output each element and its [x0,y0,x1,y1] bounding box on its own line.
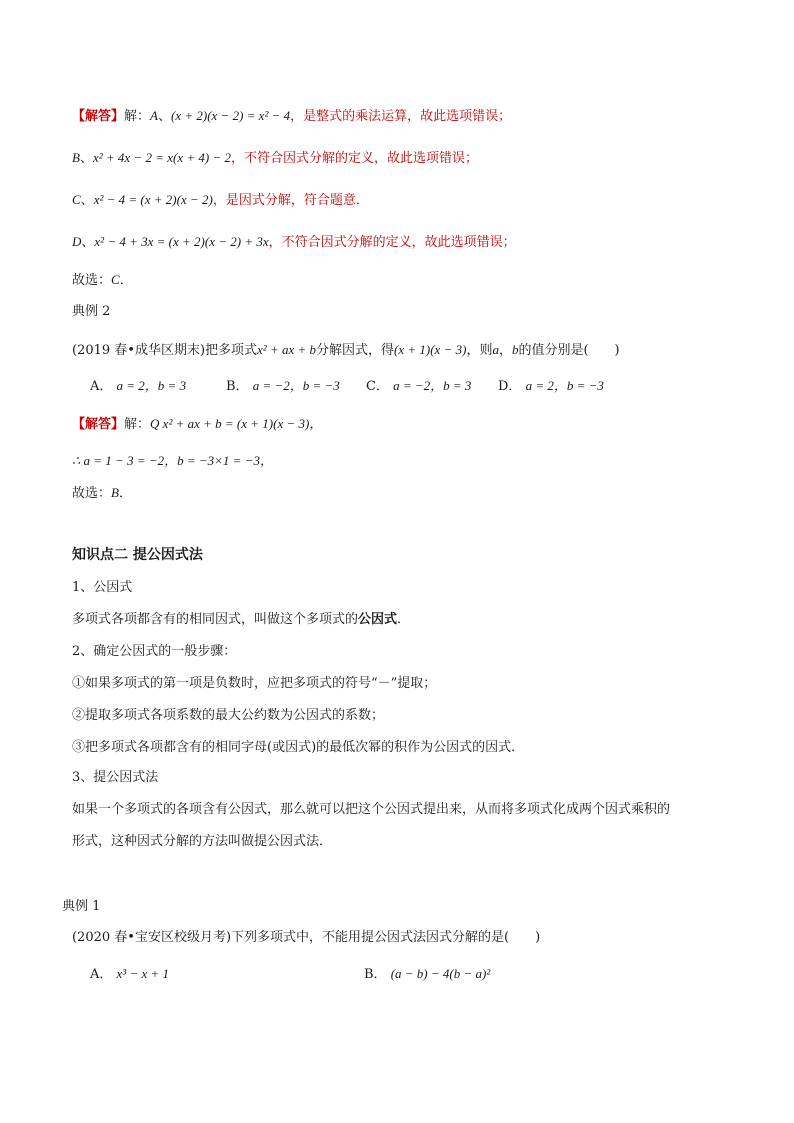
subsection-title-2: 2、确定公因式的一般步骤： [72,644,237,659]
example-question [72,340,620,361]
option-label-a: A [150,108,158,123]
step-2: ②提取多项式各项系数的最大公约数为公因式的系数； [72,708,385,723]
choice-prefix: 故选： [72,486,112,501]
option-label: B． [226,379,249,394]
math-expression: (x + 1)(x − 3) [394,342,467,357]
option-label: C． [366,379,389,394]
option-a [90,964,169,985]
answer-text: ，是因式分解，符合题意． [212,193,369,208]
answer-line-b [72,148,478,169]
separator: 、 [157,109,171,124]
definition-body: 多项式各项都含有的相同因式，叫做这个多项式的 [72,612,359,627]
option-a [90,376,186,397]
option-math: x³ − x + 1 [116,966,170,981]
option-label-d: D [72,234,82,249]
answer-line-d [72,232,516,253]
option-math: a = 2，b = 3 [116,378,187,393]
answer-line-c [72,190,369,211]
separator: ， [498,343,512,358]
definition-end: ． [397,612,411,627]
section-heading: 知识点二 提公因式法 [72,547,203,563]
choice-value: B [111,485,119,500]
option-label: A． [90,379,113,394]
answer-jie: 解： [124,417,151,432]
option-b [364,964,490,985]
variable-b: b [511,342,519,357]
variable-a: a [492,342,499,357]
option-b [226,376,340,397]
example2-choice [72,483,132,504]
option-math: (a − b) − 4(b − a)² [390,966,491,981]
example-question: (2020 春•宝安区校级月考)下列多项式中，不能用提公因式法因式分解的是( ) [72,930,541,945]
math-expression: Q x² + ax + b = (x + 1)(x − 3)， [150,416,323,431]
math-expression: ∴ a = 1 − 3 = −2，b = −3×1 = −3， [72,453,273,468]
step-3: ③把多项式各项都含有的相同字母(或因式)的最低次幂的积作为公因式的因式． [72,740,525,755]
option-d [498,376,604,397]
example2-answer-line1 [72,414,322,435]
separator: 、 [80,193,94,208]
definition-term: 公因式 [358,612,398,627]
example-title: 典例 2 [72,304,111,319]
choice-prefix: 故选： [72,273,112,288]
option-c [366,376,471,397]
choice-end: ． [119,273,133,288]
subsection-title-3: 3、提公因式法 [72,770,159,785]
answer-line-a [72,106,511,127]
math-expression: x² + 4x − 2 = x(x + 4) − 2 [92,150,231,165]
question-end: 的值分别是( ) [518,343,620,358]
option-label-c: C [72,192,81,207]
option-label: D． [498,379,522,394]
option-math: a = 2，b = −3 [525,378,604,393]
option-label: A． [90,967,113,982]
answer-text: ，不符合因式分解的定义，故此选项错误； [230,151,478,166]
definition-text [72,610,410,630]
answer-tag: 【解答】 [72,417,125,432]
math-expression: (x + 2)(x − 2) = x² − 4 [171,108,291,123]
step-1: ①如果多项式的第一项是负数时，应把多项式的符号“－”提取； [72,676,437,691]
choice-value: C [111,272,120,287]
math-expression: x² − 4 = (x + 2)(x − 2) [93,192,213,207]
question-text: ，则 [466,343,493,358]
example-title: 典例 1 [62,899,101,914]
method-text-1: 如果一个多项式的各项含有公因式，那么就可以把这个公因式提出来，从而将多项式化成两个因式乘积的 [72,802,671,817]
separator: 、 [81,235,95,250]
subsection-title-1: 1、公因式 [72,580,133,595]
separator: 、 [79,151,93,166]
question-text: 分解因式，得 [316,343,395,358]
option-math: a = −2，b = −3 [252,378,340,393]
answer-jie: 解： [124,109,151,124]
choice-end: ． [118,486,132,501]
option-label-b: B [72,150,80,165]
option-label: B． [364,967,387,982]
answer-choice [72,270,133,291]
example2-answer-line2 [72,451,273,472]
math-expression: x² + ax + b [257,342,317,357]
question-source: (2019 春•成华区期末)把多项式 [72,343,258,358]
answer-tag: 【解答】 [72,109,125,124]
math-expression: x² − 4 + 3x = (x + 2)(x − 2) + 3x [94,234,269,249]
option-math: a = −2，b = 3 [393,378,472,393]
method-text-2: 形式，这种因式分解的方法叫做提公因式法． [72,834,333,849]
answer-text: ，是整式的乘法运算，故此选项错误； [290,109,512,124]
answer-text: ，不符合因式分解的定义，故此选项错误； [268,235,516,250]
